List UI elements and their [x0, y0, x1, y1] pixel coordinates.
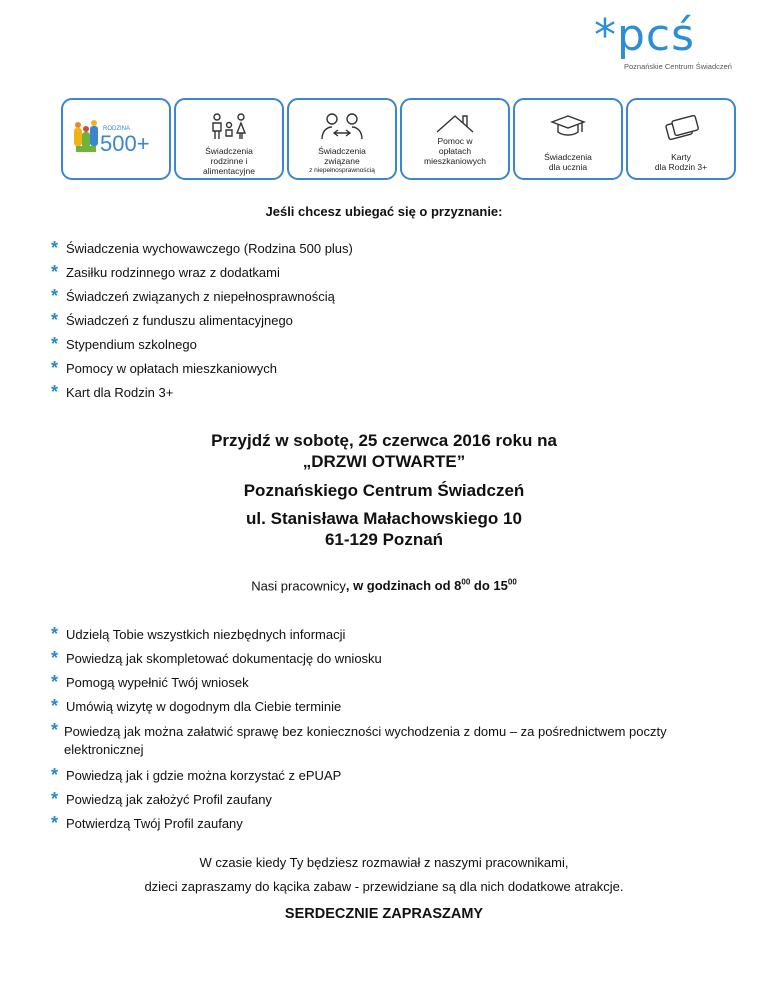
- event-organizer: Poznańskiego Centrum Świadczeń: [243, 481, 525, 500]
- event-address: ul. Stanisława Małachowskiego 10: [246, 509, 522, 528]
- tile-rodzina-500[interactable]: [61, 98, 171, 180]
- asterisk-icon: *: [51, 334, 59, 354]
- event-title: „DRZWI OTWARTE”: [302, 452, 466, 471]
- list-item: * Powiedzą jak założyć Profil zaufany: [51, 789, 272, 809]
- list-item: * Kart dla Rodzin 3+: [51, 382, 174, 402]
- list-item: * Świadczeń z funduszu alimentacyjnego: [51, 310, 293, 330]
- asterisk-icon: *: [51, 262, 59, 282]
- pcs-logo: [594, 10, 740, 80]
- list-item: * Świadczenia wychowawczego (Rodzina 500 plus): [51, 238, 353, 258]
- graduation-cap-icon: [515, 110, 621, 144]
- event-city: 61-129 Poznań: [324, 530, 444, 549]
- list-item: * Umówią wizytę w dogodnym dla Ciebie terminie: [51, 696, 342, 716]
- list-item: * Powiedzą jak skompletować dokumentację do wniosku: [51, 648, 382, 668]
- closing-line-1: W czasie kiedy Ty będziesz rozmawiał z naszymi pracownikami,: [199, 855, 569, 870]
- tile-dla-ucznia[interactable]: [513, 98, 623, 180]
- list-item: * Stypendium szkolnego: [51, 334, 197, 354]
- asterisk-icon: *: [51, 358, 59, 378]
- list-item: * Udzielą Tobie wszystkich niezbędnych informacji: [51, 624, 346, 644]
- offer-list: [51, 624, 721, 833]
- asterisk-icon: *: [51, 286, 59, 306]
- asterisk-icon: *: [51, 382, 59, 402]
- closing-line-2: dzieci zapraszamy do kącika zabaw - przewidziane są dla nich dodatkowe atrakcje.: [144, 879, 624, 894]
- tile-label: Świadczenia dla ucznia: [544, 152, 592, 172]
- asterisk-icon: *: [51, 238, 59, 258]
- list-item: * Pomocy w opłatach mieszkaniowych: [51, 358, 277, 378]
- list-item: * Zasiłku rodzinnego wraz z dodatkami: [51, 262, 280, 282]
- list-item: * Powiedzą jak można załatwić sprawę bez konieczności wychodzenia z domu – za pośrednictwem poczty elektronicznej: [51, 720, 667, 757]
- rodzina-500-plus-logo: [63, 114, 169, 164]
- asterisk-icon: *: [51, 696, 59, 716]
- list-item: * Pomogą wypełnić Twój wniosek: [51, 672, 249, 692]
- tile-label: Świadczenia związane z niepełnosprawnością: [309, 146, 375, 174]
- asterisk-icon: *: [51, 672, 59, 692]
- logo-mark: *pcś: [594, 10, 696, 61]
- asterisk-icon: *: [51, 648, 59, 668]
- asterisk-icon: *: [51, 765, 59, 785]
- asterisk-icon: *: [51, 789, 59, 809]
- cards-icon: [628, 110, 734, 144]
- asterisk-icon: *: [51, 813, 59, 833]
- tile-oplaty-mieszkaniowe[interactable]: [400, 98, 510, 180]
- house-icon: [402, 106, 508, 140]
- asterisk-icon: *: [51, 720, 59, 740]
- tile-niepelnosprawnosc[interactable]: [287, 98, 397, 180]
- list-item: * Świadczeń związanych z niepełnosprawnością: [51, 286, 335, 306]
- final-invitation: SERDECZNIE ZAPRASZAMY: [284, 906, 484, 922]
- apply-heading: Jeśli chcesz ubiegać się o przyznanie:: [265, 204, 503, 219]
- logo-subtitle: Poznańskie Centrum Świadczeń: [624, 62, 732, 71]
- list-item: * Potwierdzą Twój Profil zaufany: [51, 813, 243, 833]
- tile-label: Pomoc w opłatach mieszkaniowych: [424, 136, 486, 166]
- asterisk-icon: *: [51, 310, 59, 330]
- tile-swiadczenia-rodzinne[interactable]: [174, 98, 284, 180]
- apply-list: [51, 238, 353, 402]
- tile-label: Świadczenia rodzinne i alimentacyjne: [203, 146, 255, 176]
- family-icon: [176, 110, 282, 144]
- logo-rodzina-small: RODZINA: [103, 126, 130, 132]
- tile-label: Karty dla Rodzin 3+: [654, 152, 708, 172]
- logo-500-big: 500+: [100, 131, 150, 156]
- list-item: * Powiedzą jak i gdzie można korzystać z ePUAP: [51, 765, 342, 785]
- helping-hands-icon: [289, 110, 395, 144]
- event-date: Przyjdź w sobotę, 25 czerwca 2016 roku na: [211, 431, 557, 450]
- tile-karty-rodzin[interactable]: [626, 98, 736, 180]
- opening-hours: Nasi pracownicy, w godzinach od $8^{00}$ do $15^{00}$: [251, 578, 517, 594]
- asterisk-icon: *: [51, 624, 59, 644]
